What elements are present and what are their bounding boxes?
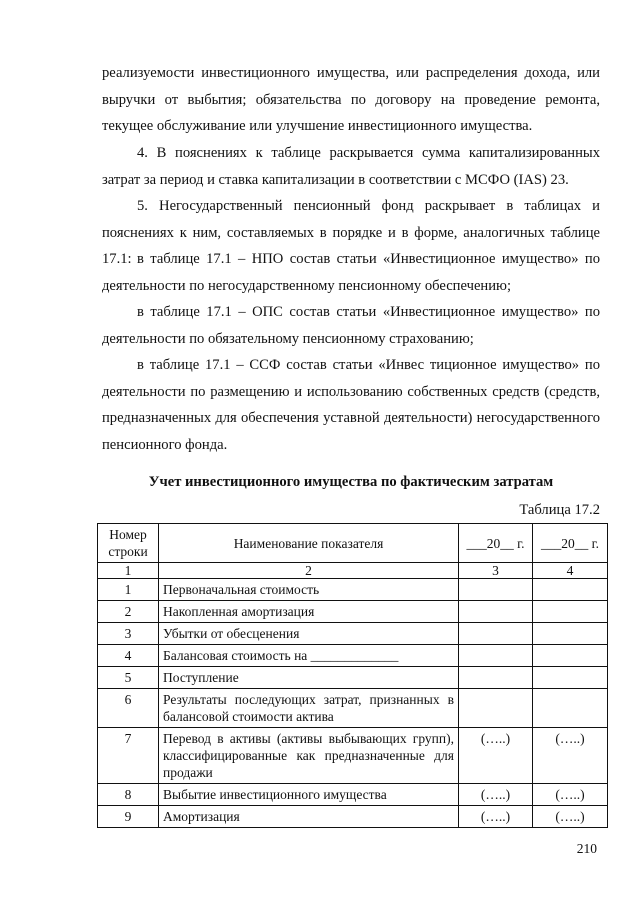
value-year-1: (…..)	[459, 784, 533, 806]
value-year-2: (…..)	[533, 728, 608, 784]
header-year-2: ___20__ г.	[533, 524, 608, 563]
value-year-2	[533, 667, 608, 689]
indicator-name: Балансовая стоимость на _____________	[159, 645, 459, 667]
indicator-name: Выбытие инвестиционного имущества	[159, 784, 459, 806]
column-number: 2	[159, 563, 459, 579]
row-number: 5	[98, 667, 159, 689]
table-row	[98, 579, 608, 601]
indicator-name: Накопленная амортизация	[159, 601, 459, 623]
column-number: 3	[459, 563, 533, 579]
row-number: 4	[98, 645, 159, 667]
header-row-number: Номер строки	[98, 524, 159, 563]
table-header-row	[98, 524, 608, 563]
table-row	[98, 728, 608, 784]
paragraph-item-4: 4. В пояснениях к таблице раскрывается сумма капитализированных затрат за период и ставка капитализации в соответствии с МСФО (IAS) 23.	[102, 145, 600, 188]
value-year-2	[533, 689, 608, 728]
row-number: 7	[98, 728, 159, 784]
indicator-name: Амортизация	[159, 806, 459, 828]
value-year-1: (…..)	[459, 728, 533, 784]
table-number-label: Таблица 17.2	[519, 502, 600, 518]
page-number: 210	[576, 841, 597, 856]
paragraph-npo: в таблице 17.1 – НПО состав статьи «Инвестиционное имущество» по деятельности по негосударственному пенсионному обеспечению;	[102, 251, 600, 294]
indicator-name: Убытки от обесценения	[159, 623, 459, 645]
value-year-1	[459, 689, 533, 728]
indicator-name: Поступление	[159, 667, 459, 689]
row-number: 6	[98, 689, 159, 728]
header-indicator-name: Наименование показателя	[159, 524, 459, 563]
table-heading: Учет инвестиционного имущества по фактическим затратам	[148, 474, 554, 490]
investment-property-table	[97, 523, 608, 828]
value-year-1	[459, 667, 533, 689]
value-year-1: (…..)	[459, 806, 533, 828]
indicator-name: Результаты последующих затрат, признанных в балансовой стоимости актива	[159, 689, 459, 728]
table-row	[98, 623, 608, 645]
table-row	[98, 601, 608, 623]
table-row	[98, 689, 608, 728]
table-row	[98, 667, 608, 689]
header-year-1: ___20__ г.	[459, 524, 533, 563]
value-year-1	[459, 645, 533, 667]
value-year-2	[533, 601, 608, 623]
table-row	[98, 784, 608, 806]
row-number: 9	[98, 806, 159, 828]
indicator-name: Первоначальная стоимость	[159, 579, 459, 601]
paragraph-ssf: в таблице 17.1 – ССФ состав статьи «Инвес тиционное имущество» по деятельности по размещению и использованию собственных средств (средств, предназначенных для обеспечения уставной деятельности) негосударственного пенсионного фонда.	[102, 357, 600, 453]
value-year-1	[459, 601, 533, 623]
row-number: 8	[98, 784, 159, 806]
row-number: 1	[98, 579, 159, 601]
paragraph-item-5: 5. Негосударственный пенсионный фонд раскрывает в таблицах и пояснениях к ним, составляемых в порядке и в форме, аналогичных таблице 17.1:	[102, 198, 600, 267]
value-year-1	[459, 579, 533, 601]
column-numbers-row	[98, 563, 608, 579]
column-number: 1	[98, 563, 159, 579]
table-row	[98, 645, 608, 667]
column-number: 4	[533, 563, 608, 579]
value-year-2	[533, 579, 608, 601]
value-year-2: (…..)	[533, 806, 608, 828]
value-year-1	[459, 623, 533, 645]
value-year-2: (…..)	[533, 784, 608, 806]
indicator-name: Перевод в активы (активы выбывающих групп), классифицированные как предназначенные для продажи	[159, 728, 459, 784]
paragraph-ops: в таблице 17.1 – ОПС состав статьи «Инвестиционное имущество» по деятельности по обязательному пенсионному страхованию;	[102, 304, 600, 347]
value-year-2	[533, 623, 608, 645]
table-row	[98, 806, 608, 828]
value-year-2	[533, 645, 608, 667]
row-number: 2	[98, 601, 159, 623]
row-number: 3	[98, 623, 159, 645]
paragraph-continuation: реализуемости инвестиционного имущества, или распределения дохода, или выручки от выбытия; обязательства по договору на проведение ремонта, текущее обслуживание или улучшение инвестиционного имущества.	[102, 65, 600, 134]
